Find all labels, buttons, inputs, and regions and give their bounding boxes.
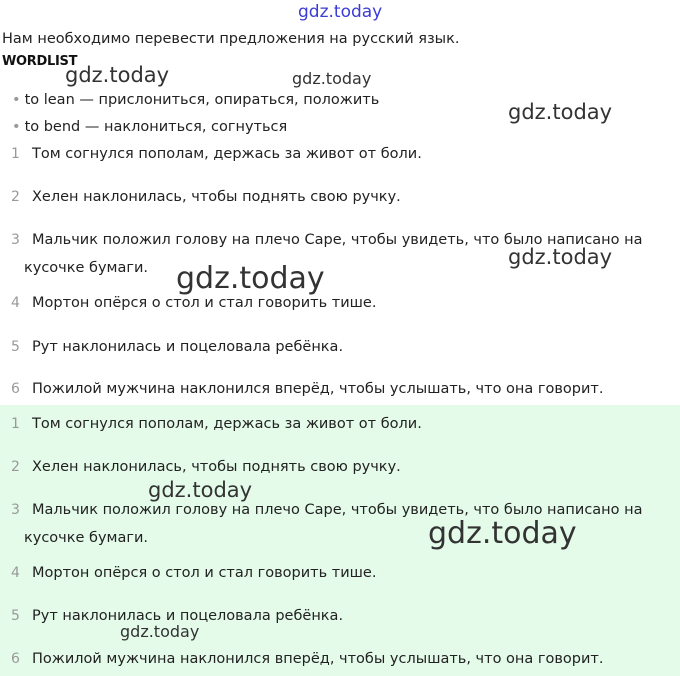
sentence-text: Пожилой мужчина наклонился вперёд, чтобы услышать, что она говорит. [32, 381, 604, 397]
sentence-number: 6 [11, 381, 20, 397]
answer-text: Том согнулся пополам, держась за живот от боли. [32, 416, 422, 432]
sentence-number: 4 [11, 295, 20, 311]
bullet-icon: • [12, 119, 21, 135]
wordlist-title: WORDLIST [2, 54, 78, 69]
sentence-text: Мальчик положил голову на плечо Саре, чтобы увидеть, что было написано на [32, 232, 643, 248]
watermark: gdz.today [508, 245, 613, 269]
watermark: gdz.today [148, 478, 253, 502]
answer-number: 6 [11, 651, 20, 667]
wordlist-item-text: to bend — наклониться, согнуться [24, 119, 288, 135]
sentence-number: 5 [11, 339, 20, 355]
sentence-number: 2 [11, 189, 20, 205]
sentence-number: 3 [11, 232, 20, 248]
watermark: gdz.today [508, 100, 613, 124]
answer-text: Пожилой мужчина наклонился вперёд, чтобы услышать, что она говорит. [32, 651, 604, 667]
watermark: gdz.today [292, 69, 372, 88]
answer-text: Мальчик положил голову на плечо Саре, чтобы увидеть, что было написано на [32, 502, 643, 518]
watermark: gdz.today [120, 622, 200, 641]
sentence-text: Хелен наклонилась, чтобы поднять свою ручку. [32, 189, 401, 205]
answer-number: 1 [11, 416, 20, 432]
sentence-text: Рут наклонилась и поцеловала ребёнка. [32, 339, 344, 355]
answer-text: Рут наклонилась и поцеловала ребёнка. [32, 608, 344, 624]
wordlist-item [12, 92, 379, 108]
answer-number: 2 [11, 459, 20, 475]
answer-text: Мортон опёрся о стол и стал говорить тише. [32, 565, 377, 581]
intro-text: Нам необходимо перевести предложения на русский язык. [2, 31, 460, 47]
watermark: gdz.today [65, 63, 170, 87]
bullet-icon: • [12, 92, 21, 108]
sentence-number: 1 [11, 146, 20, 162]
watermark: gdz.today [176, 261, 325, 296]
answer-text: Хелен наклонилась, чтобы поднять свою ручку. [32, 459, 401, 475]
answer-number: 3 [11, 502, 20, 518]
watermark-top: gdz.today [298, 2, 383, 22]
wordlist-item [12, 119, 287, 135]
sentence-text: Том согнулся пополам, держась за живот от боли. [32, 146, 422, 162]
wordlist-item-text: to lean — прислониться, опираться, положить [24, 92, 380, 108]
answer-text-continued: кусочке бумаги. [24, 530, 149, 546]
sentence-text-continued: кусочке бумаги. [24, 260, 149, 276]
answer-number: 5 [11, 608, 20, 624]
watermark: gdz.today [428, 516, 577, 551]
answer-number: 4 [11, 565, 20, 581]
sentence-text: Мортон опёрся о стол и стал говорить тише. [32, 295, 377, 311]
